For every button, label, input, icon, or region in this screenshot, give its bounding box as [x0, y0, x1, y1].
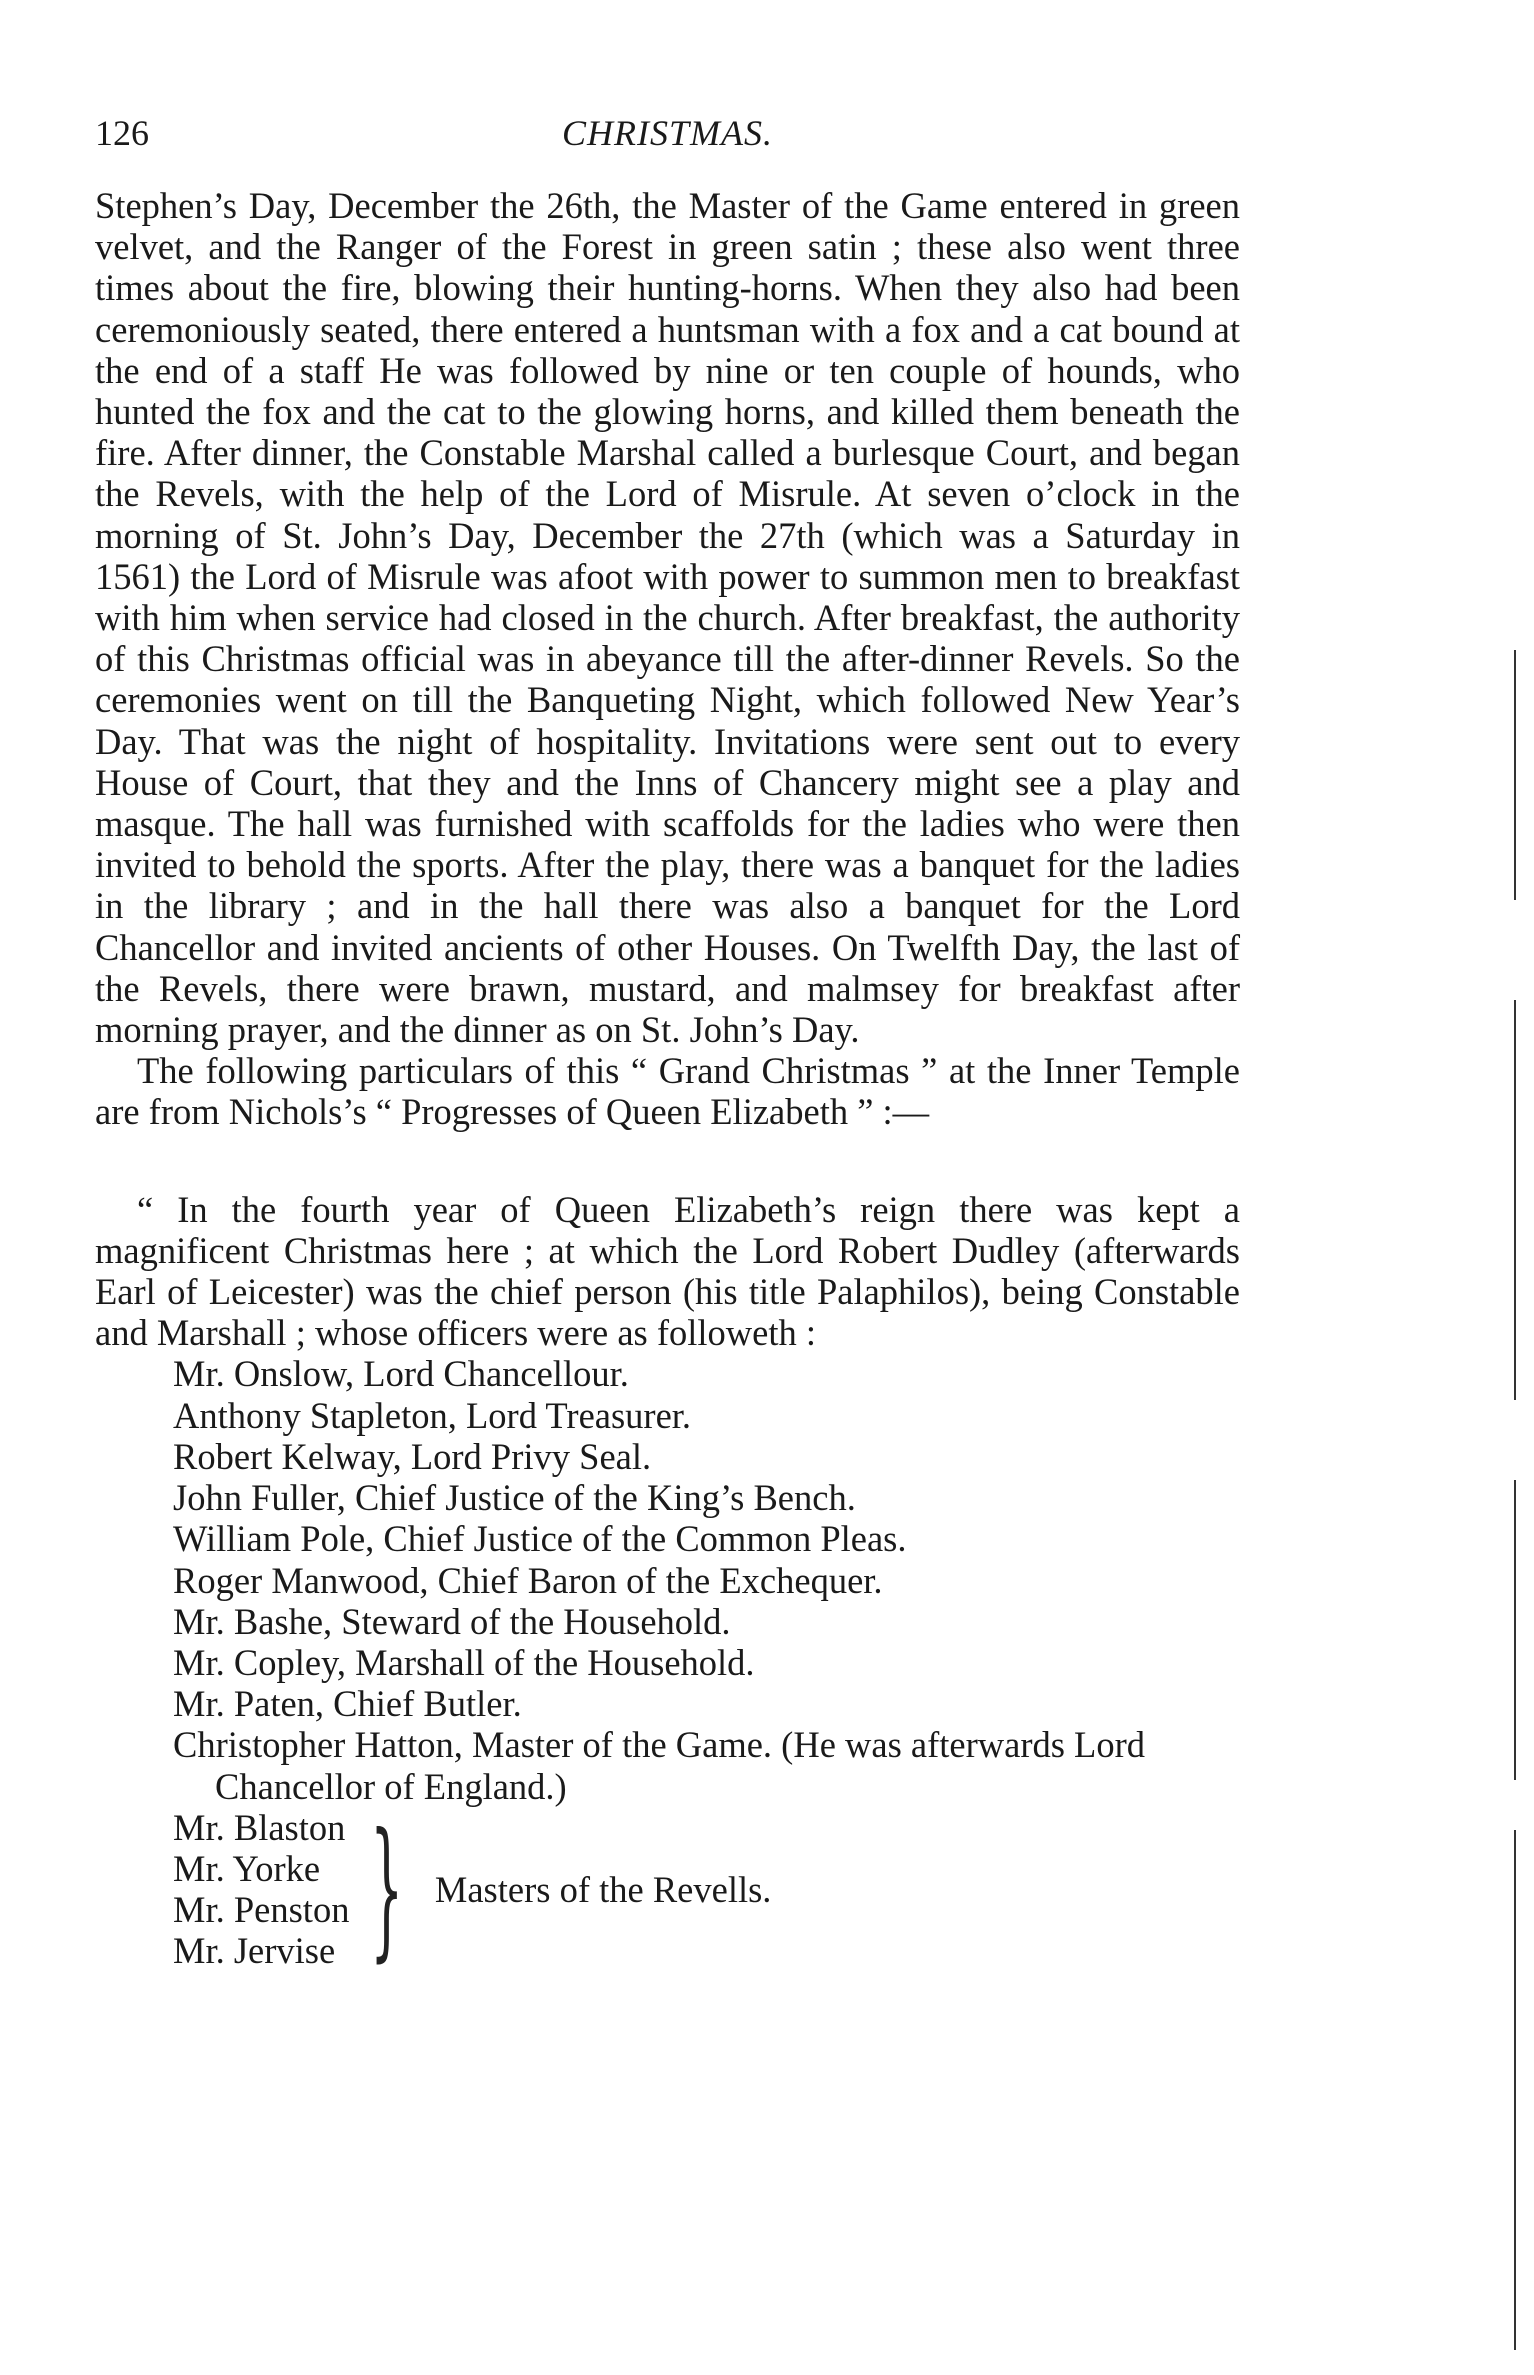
page-header [95, 112, 1240, 162]
scan-margin-marks [1474, 0, 1534, 2375]
running-title: CHRISTMAS. [562, 113, 773, 153]
officer-entry: Mr. Paten, Chief Butler. [173, 1683, 522, 1725]
revels-label: Masters of the Revells. [434, 1868, 772, 1910]
masters-of-revels [173, 1802, 1240, 1977]
officer-entry: Anthony Stapleton, Lord Treasurer. [173, 1394, 692, 1436]
officer-entry: Mr. Copley, Marshall of the Household. [173, 1641, 755, 1683]
quotation: “ In the fourth year of Queen Elizabeth’s reign there was kept a magnificent Christmas here ; at which the Lord Robert Dudley (afterwards Earl of Leicester) was the chief person (his title Palaphilos), being Constable and Marshall ; whose officers were as followeth : [95, 1188, 1240, 1354]
revels-name: Mr. Jervise [173, 1930, 336, 1972]
body-text [95, 185, 1240, 1977]
officer-entry: John Fuller, Chief Justice of the King’s Bench. [173, 1477, 856, 1519]
revels-names [173, 1807, 349, 1972]
margin-line [1514, 1480, 1516, 1780]
revels-name: Mr. Penston [173, 1889, 350, 1931]
paragraph-1: Stephen’s Day, December the 26th, the Master of the Game entered in green velvet, and the Ranger of the Forest in green satin ; these also went three times about the fire, blowing their hunting-horns. When they also had been ceremoniously seated, there entered a huntsman with a fox and a cat bound at the end of a staff He was followed by nine or ten couple of hounds, who hunted the fox and the cat to the glowing horns, and killed them beneath the fire. After dinner, the Constable Marshal called a burlesque Court, and began the Revels, with the help of the Lord of Misrule. At seven o’clock in the morning of St. John’s Day, December the 27th (which was a Saturday in 1561) the Lord of Misrule was afoot with power to summon men to breakfast with him when service had closed in the church. After breakfast, the authority of this Christmas official was in abeyance till the after-dinner Revels. So the ceremonies went on till the Banqueting Night, which followed New Year’s Day. That was the night of hospitality. Invitations were sent out to every House of Court, that they and the Inns of Chancery might see a play and masque. The hall was furnished with scaffolds for the ladies who were then invited to behold the sports. After the play, there was a banquet for the ladies in the library ; and in the hall there was also a banquet for the Lord Chancellor and invited ancients of other Houses. On Twelfth Day, the last of the Revels, there were brawn, mustard, and malmsey for breakfast after morning prayer, and the dinner as on St. John’s Day. [95, 185, 1240, 1051]
officer-entry: Christopher Hatton, Master of the Game. (He was afterwards Lord Chancellor of England.) [173, 1724, 1146, 1807]
officer-entry: Mr. Bashe, Steward of the Household. [173, 1600, 731, 1642]
officer-entry: Roger Manwood, Chief Baron of the Exchequer. [173, 1559, 883, 1601]
officer-entry: William Pole, Chief Justice of the Common Pleas. [173, 1518, 907, 1560]
page-number: 126 [95, 113, 149, 153]
margin-line [1514, 1000, 1516, 1400]
officer-entry: Mr. Onslow, Lord Chancellour. [173, 1353, 629, 1395]
revels-name: Mr. Yorke [173, 1847, 321, 1889]
officer-entry: Robert Kelway, Lord Privy Seal. [173, 1435, 652, 1477]
brace-mark: } [370, 1802, 404, 1977]
revels-name: Mr. Blaston [173, 1806, 346, 1848]
officers-list [173, 1353, 1240, 1806]
margin-line [1514, 1830, 1516, 2350]
paragraph-2: The following particulars of this “ Grand Christmas ” at the Inner Temple are from Nichols’s “ Progresses of Queen Elizabeth ” :— [95, 1050, 1240, 1133]
margin-line [1514, 650, 1516, 900]
